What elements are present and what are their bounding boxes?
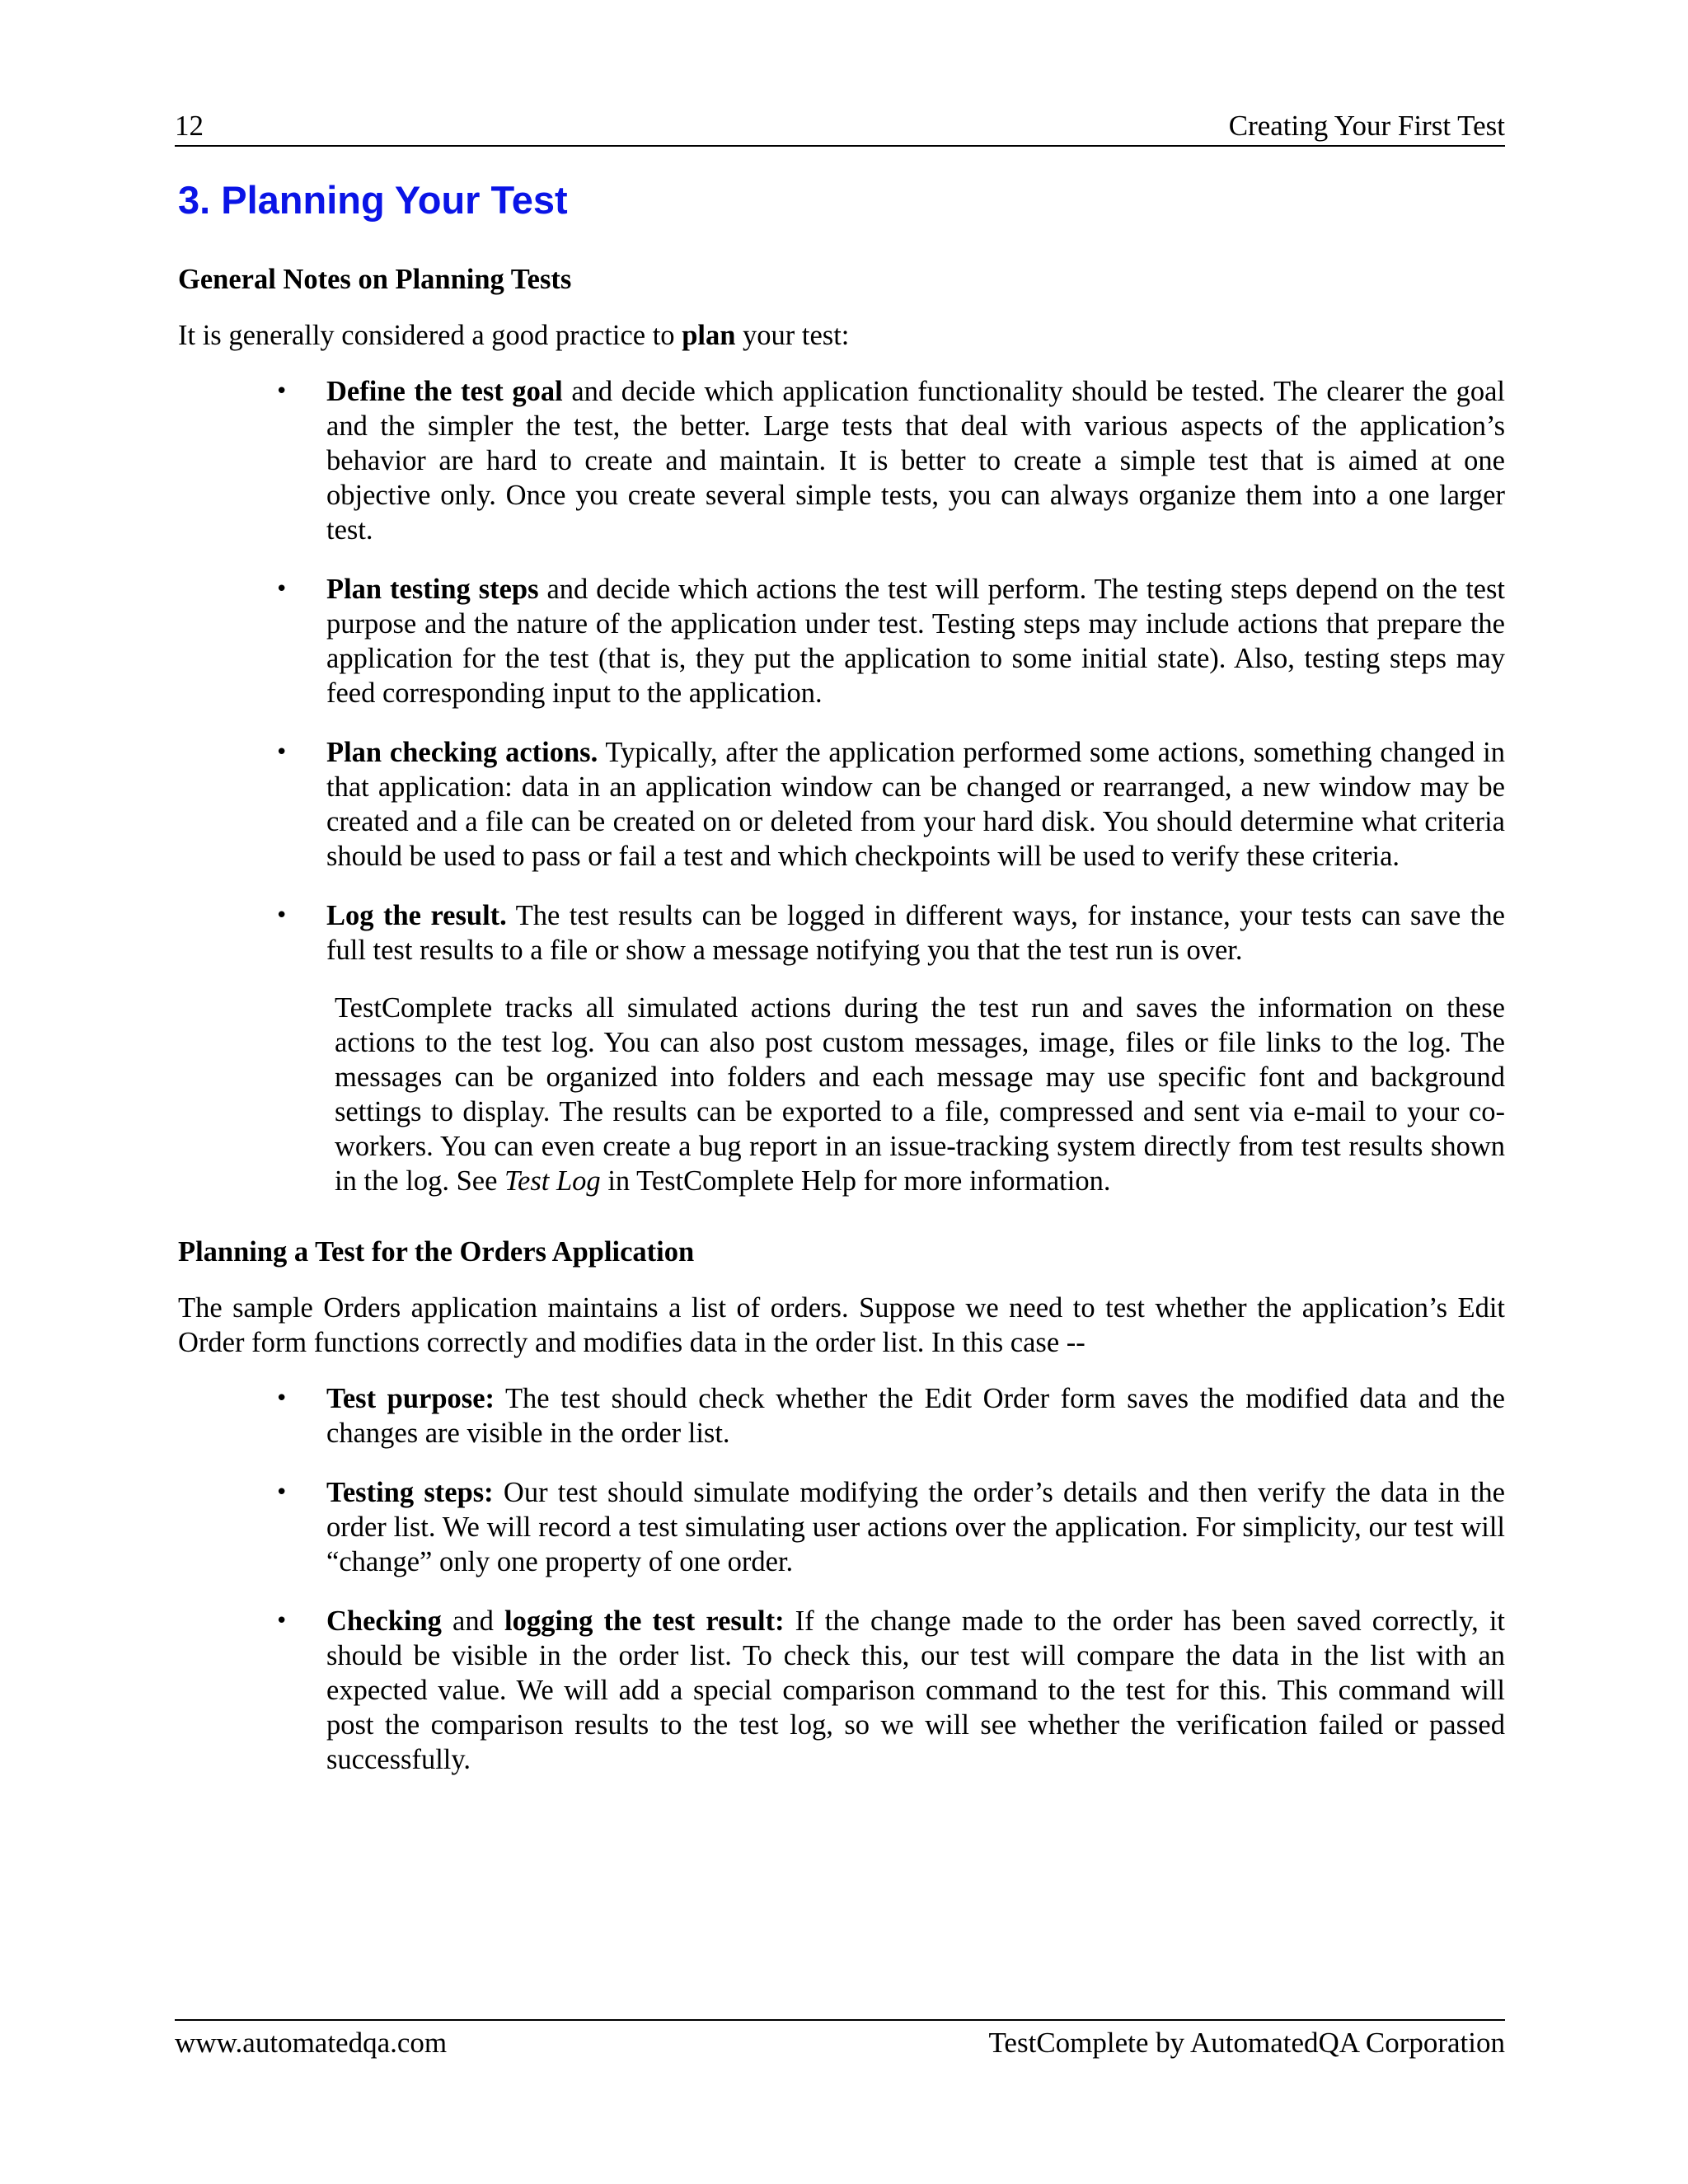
section2-intro: The sample Orders application maintains a list of orders. Suppose we need to test whether the application’s Edit Order form functions correctly and modifies data in the order list. In this case -- [178,1292,1505,1358]
main-content [178,262,1505,1777]
list-item-lead: Test purpose: [326,1383,495,1414]
bullet-icon: • [275,740,288,765]
list-item [275,898,1505,968]
intro-emphasis: plan [682,320,736,351]
list-item-text: The test results can be logged in different ways, for instance, your tests can save the full test results to a file or show a message notifying you that the test run is over. [326,900,1505,966]
list-item-text: If the change made to the order has been saved correctly, it should be visible in the order list. To check this, our test will compare the data in the list with an expected value. We will add a special comparison command to the test for this. This command will post the comparison results to the test log, so we will see whether the verification failed or passed successfully. [326,1605,1505,1775]
page-header [175,107,1505,147]
list-item: • Checking and logging the test result: If the change made to the order has been saved correctly, it should be visible in the order list. To check this, our test will compare the data in the list with an expected value. We will add a special comparison command to the test for this. This command will post the comparison results to the test log, so we will see whether the verification failed or passed successfully. [275,1605,1505,1775]
list-item-lead: Log the result. [326,900,507,931]
list-item-lead: Define the test goal [326,376,563,407]
list-item-lead: Checking [326,1605,442,1637]
list-item [275,735,1505,874]
list-item-text: and decide which application functionality should be tested. The clearer the goal and the simpler the test, the better. Large tests that deal with various aspects of the application’s behavior are hard to create and maintain. It is better to create a simple test that is aimed at one objective only. Once you create several simple tests, you can always organize them into a one larger test. [326,376,1506,546]
test-log-reference: Test Log [504,1165,601,1197]
page-footer [175,2019,1505,2065]
bullet-icon: • [275,903,288,928]
chapter-title: 3. Planning Your Test [178,178,568,222]
list-item [275,374,1506,547]
section-heading-general-notes: General Notes on Planning Tests [178,264,572,295]
footer-product: TestComplete by AutomatedQA Corporation [988,2027,1505,2059]
running-chapter-title: Creating Your First Test [1228,110,1505,142]
list-item-text: Typically, after the application performed some actions, something changed in that application: data in an application window can be changed or rearranged, a new window may be created and a file can be created on or deleted from your hard disk. You should determine what criteria should be used to pass or fail a test and which checkpoints will be used to verify these criteria. [326,737,1505,872]
bullet-icon: • [275,577,288,602]
list-item-text: Our test should simulate modifying the order’s details and then verify the data in the order list. We will record a test simulating user actions over the application. For simplicity, our test will “change” only one property of one order. [326,1477,1505,1577]
orders-test-plan-list [178,1381,1505,1777]
bullet-icon: • [275,1386,288,1411]
planning-steps-list [178,374,1505,968]
section-heading-orders-application: Planning a Test for the Orders Application [178,1236,695,1268]
bullet-icon: • [275,1480,288,1505]
section1-intro: It is generally considered a good practice to plan your test: [178,320,850,351]
bullet-icon: • [275,379,288,404]
list-item-text: and decide which actions the test will perform. The testing steps depend on the test purpose and the nature of the application under test. Testing steps may include actions that prepare the application for the test (that is, they put the application to some initial state). Also, testing steps may feed corresponding input to the application. [326,574,1505,709]
list-item-lead: Plan testing steps [326,574,539,605]
list-item [275,572,1505,710]
list-item-lead: Plan checking actions. [326,737,598,768]
list-item-text: The test should check whether the Edit Order form saves the modified data and the changes are visible in the order list. [326,1383,1505,1449]
test-log-note: TestComplete tracks all simulated actions during the test run and saves the information on these actions to the test log. You can also post custom messages, image, files or file links to the log. The messages can be organized into folders and each message may use specific font and background settings to display. The results can be exported to a file, compressed and sent via e-mail to your co-workers. You can even create a bug report in an issue-tracking system directly from test results shown in the log. See Test Log in TestComplete Help for more information. [335,992,1505,1197]
footer-website: www.automatedqa.com [175,2027,448,2059]
page-number: 12 [175,110,204,142]
list-item [275,1475,1505,1579]
list-item [275,1381,1505,1451]
list-item-lead: logging the test result: [504,1605,785,1637]
bullet-icon: • [275,1609,288,1633]
list-item-lead: Testing steps: [326,1477,494,1508]
